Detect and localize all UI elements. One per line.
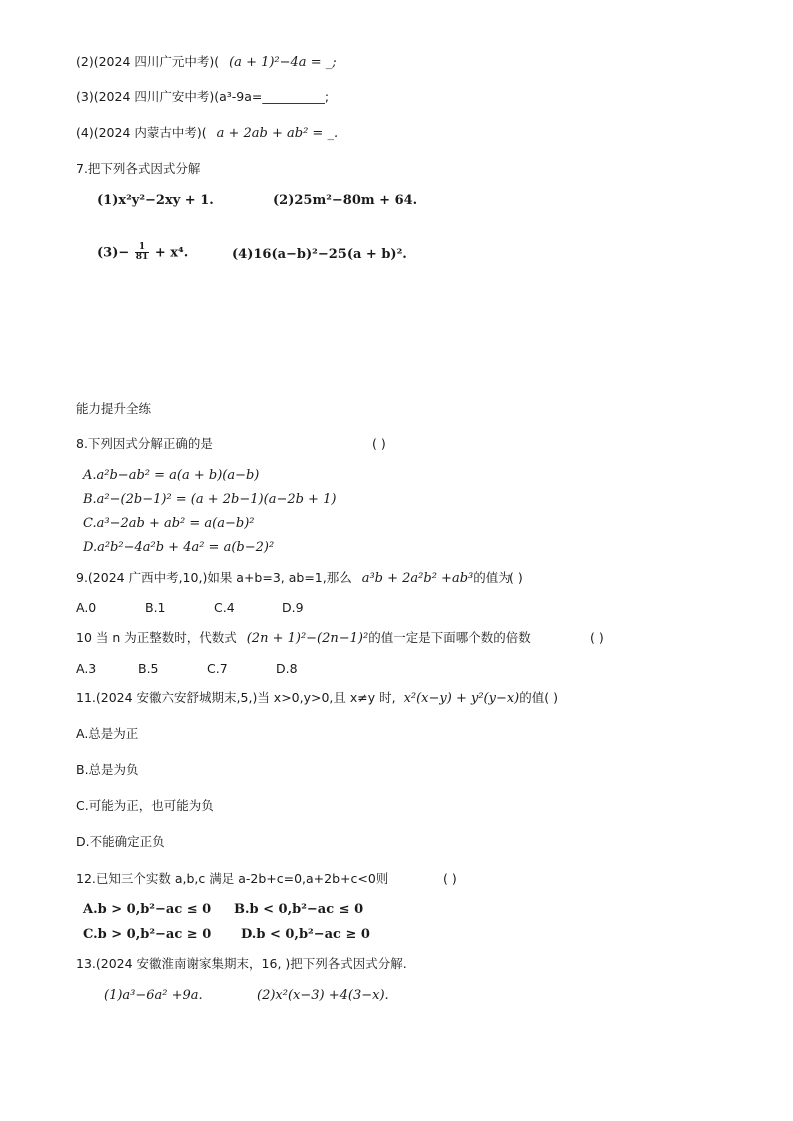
q11-option-a: A.总是为正 — [76, 726, 139, 741]
q12-option-c: C.b > 0,b²−ac ≥ 0 — [83, 927, 212, 942]
q10-stem-suffix: 的值一定是下面哪个数的倍数 — [368, 630, 531, 645]
q6-part3: (3)(2024 四川广安中考)(a³-9a=__________; — [76, 89, 330, 104]
q12-stem: 12.已知三个实数 a,b,c 满足 a-2b+c=0,a+2b+c<0则 — [76, 871, 389, 886]
q11-stem-suffix: 的值( ) — [519, 690, 558, 705]
q11-stem — [76, 692, 558, 705]
q12-option-b: B.b < 0,b²−ac ≤ 0 — [234, 902, 364, 917]
q12-option-d: D.b < 0,b²−ac ≥ 0 — [241, 927, 370, 942]
q10-expression: (2n + 1)²−(2n−1)² — [246, 631, 369, 646]
q11-option-d: D.不能确定正负 — [76, 834, 165, 849]
q9-option-d: D.9 — [282, 600, 304, 615]
q9-answer-paren: ( ) — [509, 570, 523, 585]
q12-option-a: A.b > 0,b²−ac ≤ 0 — [83, 902, 212, 917]
q6-part4-expression: a + 2ab + ab² = _. — [216, 126, 339, 141]
q7-part1: (1)x²y²−2xy + 1. — [97, 193, 214, 208]
q11-option-c: C.可能为正，也可能为负 — [76, 798, 214, 813]
q9-expression: a³b + 2a²b² +ab³ — [361, 571, 474, 586]
q6-part2-source: (2)(2024 四川广元中考)( — [76, 54, 220, 69]
q6-part2 — [76, 56, 337, 69]
q8-answer-paren: ( ) — [372, 436, 386, 451]
q8-stem: 8.下列因式分解正确的是 — [76, 436, 213, 451]
q10-option-b: B.5 — [138, 661, 159, 676]
q6-part4 — [76, 127, 338, 140]
q8-option-d: D.a²b²−4a²b + 4a² = a(b−2)² — [83, 540, 275, 555]
q12-answer-paren: ( ) — [443, 871, 457, 886]
q10-stem-text: 10 当 n 为正整数时，代数式 — [76, 630, 237, 645]
q11-option-b: B.总是为负 — [76, 762, 139, 777]
q7-title: 7.把下列各式因式分解 — [76, 161, 201, 176]
q13-part2: (2)x²(x−3) +4(3−x). — [257, 988, 389, 1003]
q10-option-d: D.8 — [276, 661, 298, 676]
fraction-numerator: 1 — [135, 243, 150, 253]
q9-option-c: C.4 — [214, 600, 235, 615]
q7-part3-suffix: + x⁴. — [154, 245, 189, 261]
q8-option-b: B.a²−(2b−1)² = (a + 2b−1)(a−2b + 1) — [83, 492, 337, 507]
q8-option-c: C.a³−2ab + ab² = a(a−b)² — [83, 516, 255, 531]
q10-option-c: C.7 — [207, 661, 228, 676]
q9-option-b: B.1 — [145, 600, 166, 615]
q7-part3-prefix: (3)− — [97, 245, 130, 261]
q7-part2: (2)25m²−80m + 64. — [273, 193, 418, 208]
q11-expression: x²(x−y) + y²(y−x) — [403, 691, 520, 706]
q11-stem-text: 11.(2024 安徽六安舒城期末,5,)当 x>0,y>0,且 x≠y 时, — [76, 690, 396, 705]
q6-part4-source: (4)(2024 内蒙古中考)( — [76, 125, 207, 140]
q13-part1: (1)a³−6a² +9a. — [104, 988, 203, 1003]
q7-part4: (4)16(a−b)²−25(a + b)². — [232, 247, 407, 262]
q7-part3 — [97, 243, 188, 263]
q9-option-a: A.0 — [76, 600, 97, 615]
q13-stem: 13.(2024 安徽淮南谢家集期末，16, )把下列各式因式分解. — [76, 956, 407, 971]
q9-stem — [76, 572, 511, 585]
q10-option-a: A.3 — [76, 661, 97, 676]
q6-part2-expression: (a + 1)²−4a = _; — [229, 55, 337, 70]
q7-part3-fraction — [135, 243, 150, 263]
q9-stem-suffix: 的值为 — [473, 570, 511, 585]
q10-stem — [76, 632, 531, 645]
q8-option-a: A.a²b−ab² = a(a + b)(a−b) — [83, 468, 260, 483]
fraction-denominator: 81 — [135, 252, 149, 263]
section-title: 能力提升全练 — [76, 401, 152, 416]
q9-stem-text: 9.(2024 广西中考,10,)如果 a+b=3, ab=1,那么 — [76, 570, 352, 585]
q10-answer-paren: ( ) — [590, 630, 604, 645]
